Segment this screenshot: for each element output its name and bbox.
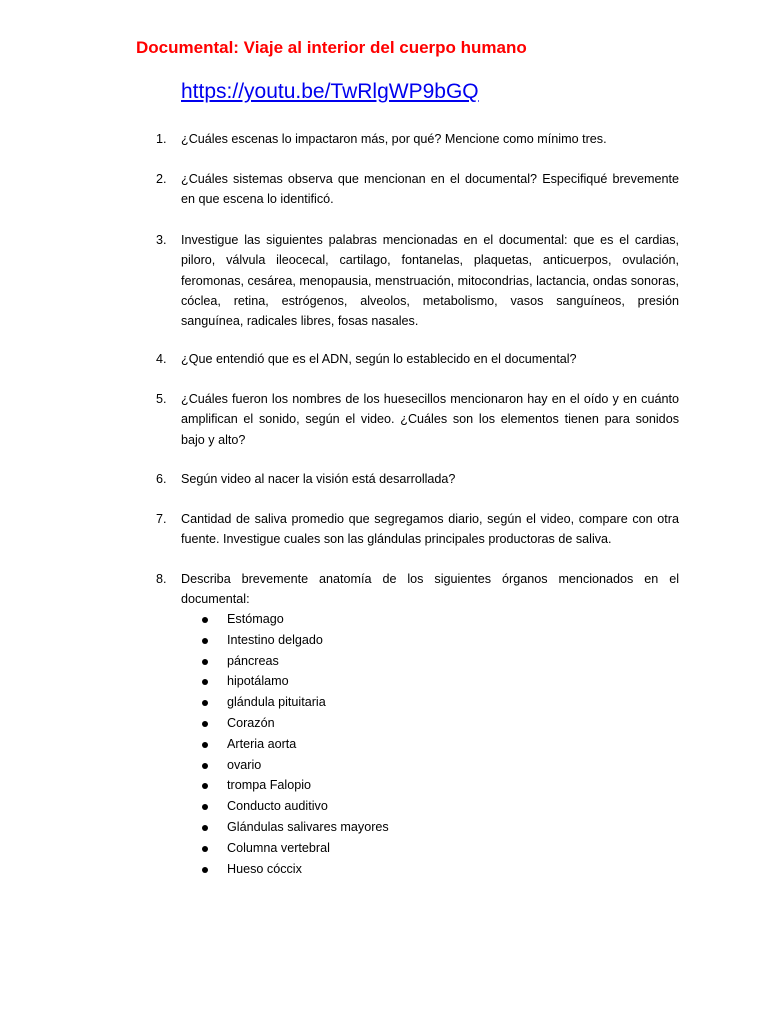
organ-label: Columna vertebral [227,840,330,855]
list-item [198,734,389,755]
question-item [156,389,679,450]
bullet-icon [202,763,208,769]
question-text: ¿Cuáles fueron los nombres de los huesecillos mencionaron hay en el oído y en cuánto amplifican el sonido, según el video. ¿Cuáles son los elementos tienen para sonidos bajo y alto? [181,392,679,447]
bullet-icon [202,783,208,789]
organ-label: trompa Falopio [227,778,311,793]
list-item [198,838,389,859]
question-text: ¿Cuáles sistemas observa que mencionan en el documental? Especifiqué brevemente en que escena lo identificó. [181,172,679,207]
question-number: 4. [156,352,167,366]
question-text: ¿Que entendió que es el ADN, según lo establecido en el documental? [181,352,577,366]
organ-label: hipotálamo [227,674,289,689]
organ-label: ovario [227,757,262,772]
question-item [156,129,679,149]
list-item [198,651,389,672]
list-item [198,692,389,713]
organ-label: Arteria aorta [227,736,297,751]
question-number: 1. [156,132,167,146]
organ-label: glándula pituitaria [227,695,326,710]
organ-label: Hueso cóccix [227,861,302,876]
list-item [198,775,389,796]
list-item [198,671,389,692]
list-item [198,796,389,817]
question-number: 8. [156,572,167,586]
question-number: 7. [156,512,167,526]
bullet-icon [202,825,208,831]
question-text: Según video al nacer la visión está desarrollada? [181,472,456,486]
list-item [198,859,389,880]
bullet-icon [202,679,208,685]
organ-list [198,609,389,879]
bullet-icon [202,846,208,852]
organ-label: páncreas [227,653,279,668]
bullet-icon [202,700,208,706]
organ-label: Corazón [227,715,275,730]
organ-label: Estómago [227,612,284,626]
list-item [198,817,389,838]
list-item [198,755,389,776]
list-item [198,630,389,651]
question-text: Cantidad de saliva promedio que segregamos diario, según el video, compare con otra fuente. Investigue cuales son las glándulas principales productoras de saliva. [181,512,679,547]
bullet-icon [202,617,208,623]
bullet-icon [202,804,208,810]
question-item [156,569,679,610]
question-item [156,509,679,550]
bullet-icon [202,638,208,644]
bullet-icon [202,721,208,727]
organ-label: Intestino delgado [227,632,323,647]
bullet-icon [202,742,208,748]
question-number: 3. [156,233,167,247]
question-text: Investigue las siguientes palabras mencionadas en el documental: que es el cardias, piloro, válvula ileocecal, cartilago, fontanelas, plaquetas, anticuerpos, ovulación, feromonas, cesárea, menopausia, menstruación, mitocondrias, lactancia, ondas sonoras, cóclea, retina, estrógenos, alveolos, metabolismo, vasos sanguíneos, presión sanguínea, radicales libres, fosas nasales. [181,233,679,329]
question-item [156,230,679,331]
question-text: ¿Cuáles escenas lo impactaron más, por qué? Mencione como mínimo tres. [181,132,607,146]
question-number: 5. [156,392,167,406]
organ-label: Glándulas salivares mayores [227,819,389,834]
question-item [156,469,679,489]
document-title: Documental: Viaje al interior del cuerpo humano [136,38,527,57]
video-link[interactable]: https://youtu.be/TwRlgWP9bGQ [181,80,479,103]
question-number: 6. [156,472,167,486]
bullet-icon [202,659,208,665]
question-number: 2. [156,172,167,186]
organ-label: Conducto auditivo [227,799,328,814]
list-item [198,609,389,630]
question-item [156,169,679,210]
list-item [198,713,389,734]
question-text: Describa brevemente anatomía de los siguientes órganos mencionados en el documental: [181,572,679,607]
bullet-icon [202,867,208,873]
question-item [156,349,679,369]
